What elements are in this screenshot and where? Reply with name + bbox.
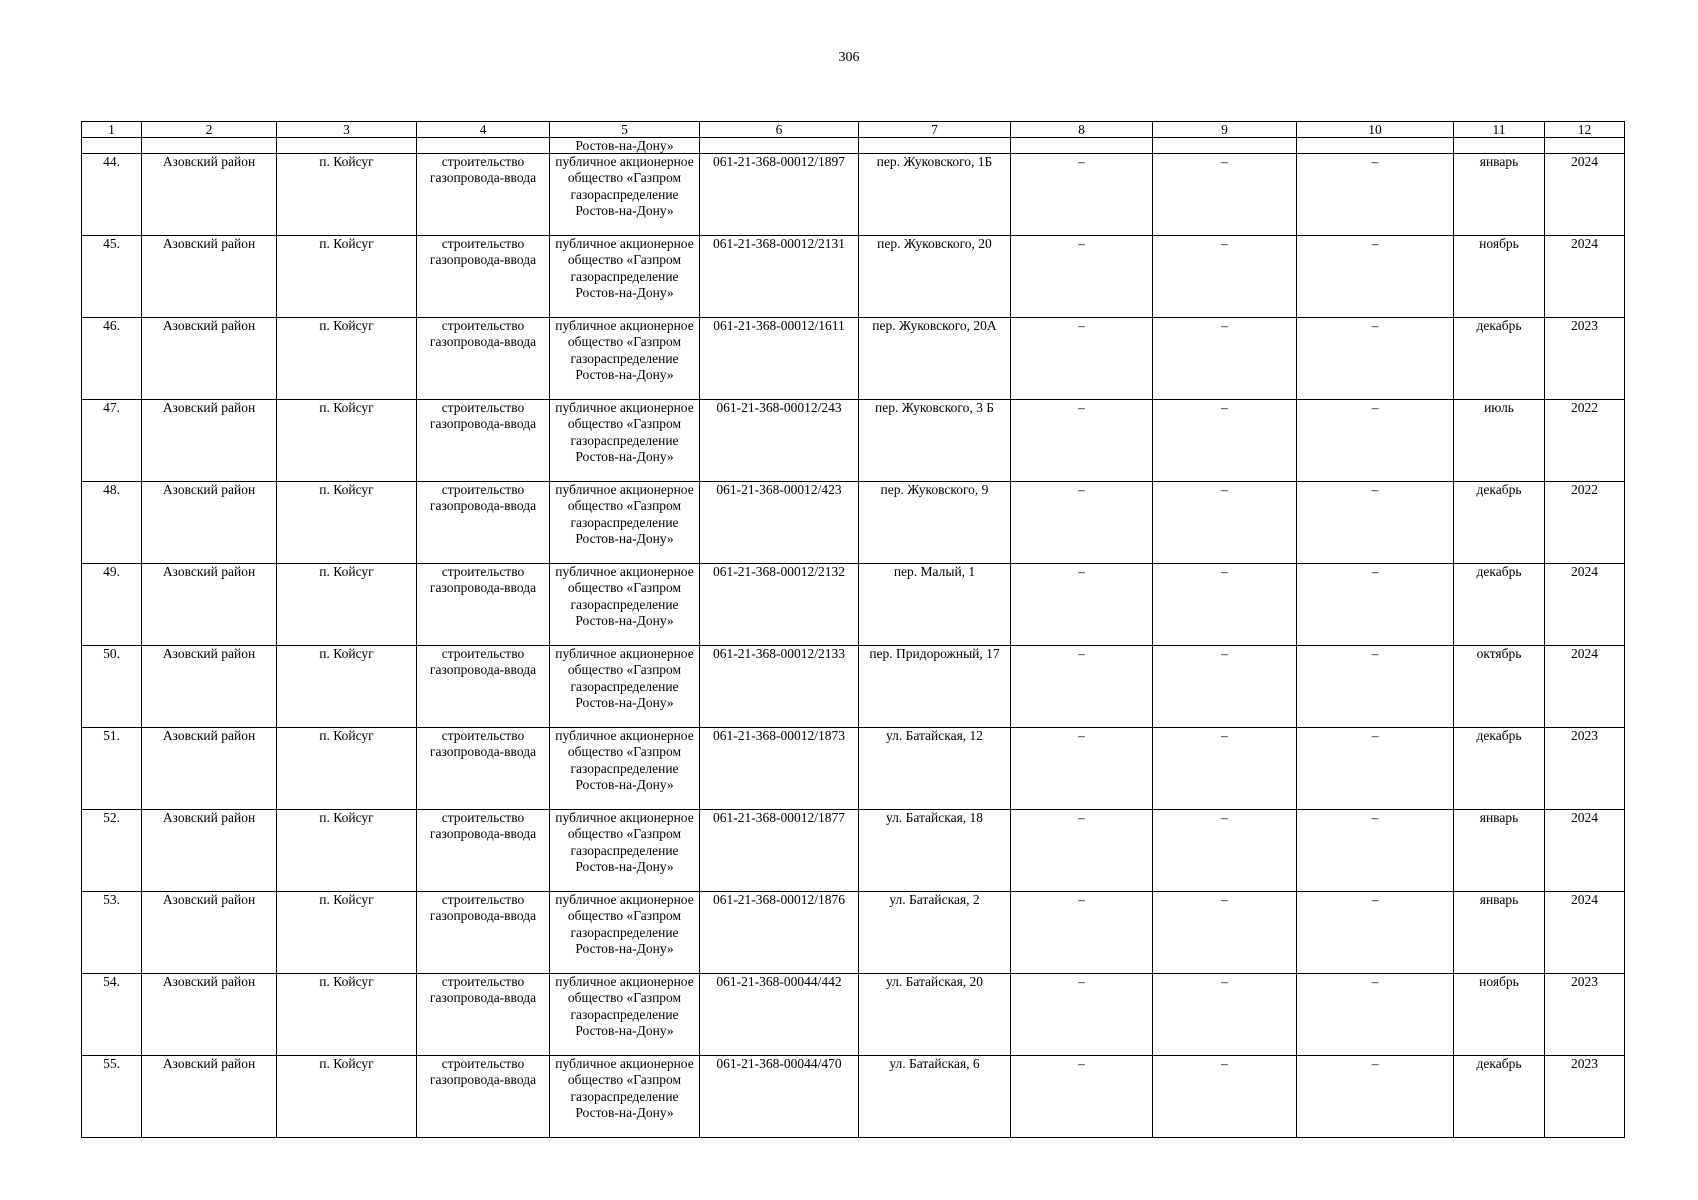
registry-code-cell: 061-21-368-00012/1876 <box>700 892 859 974</box>
table-row <box>82 564 1625 646</box>
row-number-cell: 48. <box>82 482 142 564</box>
district-cell: Азовский район <box>142 236 277 318</box>
column-10-cell: – <box>1297 318 1454 400</box>
column-9-cell: – <box>1153 400 1297 482</box>
table-cell <box>1011 138 1153 154</box>
column-8-cell: – <box>1011 400 1153 482</box>
work-type-cell: строительство газопровода-ввода <box>417 400 550 482</box>
table-body <box>82 122 1625 1138</box>
column-8-cell: – <box>1011 236 1153 318</box>
row-number-cell: 51. <box>82 728 142 810</box>
column-9-cell: – <box>1153 728 1297 810</box>
organization-cell: публичное акционерное общество «Газпром газораспределение Ростов-на-Дону» <box>550 646 700 728</box>
registry-code-cell: 061-21-368-00012/423 <box>700 482 859 564</box>
organization-cell: публичное акционерное общество «Газпром газораспределение Ростов-на-Дону» <box>550 154 700 236</box>
address-cell: пер. Жуковского, 1Б <box>859 154 1011 236</box>
column-9-cell: – <box>1153 236 1297 318</box>
year-cell: 2022 <box>1545 400 1625 482</box>
organization-cell: публичное акционерное общество «Газпром газораспределение Ростов-на-Дону» <box>550 892 700 974</box>
address-cell: пер. Жуковского, 20А <box>859 318 1011 400</box>
column-number-cell: 7 <box>859 122 1011 138</box>
organization-cell: публичное акционерное общество «Газпром газораспределение Ростов-на-Дону» <box>550 236 700 318</box>
settlement-cell: п. Койсуг <box>277 646 417 728</box>
registry-code-cell: 061-21-368-00012/2132 <box>700 564 859 646</box>
table-cell <box>82 138 142 154</box>
district-cell: Азовский район <box>142 318 277 400</box>
district-cell: Азовский район <box>142 564 277 646</box>
table-cell <box>1454 138 1545 154</box>
settlement-cell: п. Койсуг <box>277 564 417 646</box>
column-8-cell: – <box>1011 646 1153 728</box>
column-9-cell: – <box>1153 810 1297 892</box>
settlement-cell: п. Койсуг <box>277 236 417 318</box>
column-8-cell: – <box>1011 810 1153 892</box>
column-8-cell: – <box>1011 482 1153 564</box>
work-type-cell: строительство газопровода-ввода <box>417 564 550 646</box>
column-10-cell: – <box>1297 400 1454 482</box>
district-cell: Азовский район <box>142 892 277 974</box>
column-number-cell: 9 <box>1153 122 1297 138</box>
column-9-cell: – <box>1153 482 1297 564</box>
continuation-row <box>82 138 1625 154</box>
column-number-cell: 4 <box>417 122 550 138</box>
column-8-cell: – <box>1011 892 1153 974</box>
column-9-cell: – <box>1153 892 1297 974</box>
row-number-cell: 55. <box>82 1056 142 1138</box>
column-10-cell: – <box>1297 810 1454 892</box>
table-cell <box>700 138 859 154</box>
column-8-cell: – <box>1011 318 1153 400</box>
table-row <box>82 728 1625 810</box>
year-cell: 2024 <box>1545 646 1625 728</box>
column-10-cell: – <box>1297 728 1454 810</box>
district-cell: Азовский район <box>142 646 277 728</box>
column-8-cell: – <box>1011 728 1153 810</box>
column-9-cell: – <box>1153 646 1297 728</box>
row-number-cell: 53. <box>82 892 142 974</box>
column-number-cell: 12 <box>1545 122 1625 138</box>
column-9-cell: – <box>1153 974 1297 1056</box>
organization-cell: публичное акционерное общество «Газпром газораспределение Ростов-на-Дону» <box>550 974 700 1056</box>
column-number-cell: 5 <box>550 122 700 138</box>
table-row <box>82 482 1625 564</box>
address-cell: пер. Жуковского, 3 Б <box>859 400 1011 482</box>
year-cell: 2024 <box>1545 236 1625 318</box>
column-10-cell: – <box>1297 482 1454 564</box>
table-cell <box>1297 138 1454 154</box>
month-cell: июль <box>1454 400 1545 482</box>
column-9-cell: – <box>1153 154 1297 236</box>
district-cell: Азовский район <box>142 154 277 236</box>
column-10-cell: – <box>1297 154 1454 236</box>
column-9-cell: – <box>1153 318 1297 400</box>
table-row <box>82 892 1625 974</box>
registry-code-cell: 061-21-368-00044/470 <box>700 1056 859 1138</box>
month-cell: декабрь <box>1454 1056 1545 1138</box>
work-type-cell: строительство газопровода-ввода <box>417 236 550 318</box>
year-cell: 2023 <box>1545 728 1625 810</box>
table-cell <box>417 138 550 154</box>
work-type-cell: строительство газопровода-ввода <box>417 154 550 236</box>
organization-cell: публичное акционерное общество «Газпром газораспределение Ростов-на-Дону» <box>550 564 700 646</box>
row-number-cell: 44. <box>82 154 142 236</box>
row-number-cell: 52. <box>82 810 142 892</box>
address-cell: пер. Жуковского, 9 <box>859 482 1011 564</box>
address-cell: ул. Батайская, 12 <box>859 728 1011 810</box>
table-row <box>82 400 1625 482</box>
month-cell: ноябрь <box>1454 236 1545 318</box>
settlement-cell: п. Койсуг <box>277 1056 417 1138</box>
column-number-row <box>82 122 1625 138</box>
table-cell <box>277 138 417 154</box>
data-table <box>81 121 1625 1138</box>
work-type-cell: строительство газопровода-ввода <box>417 646 550 728</box>
registry-code-cell: 061-21-368-00012/1877 <box>700 810 859 892</box>
column-10-cell: – <box>1297 892 1454 974</box>
month-cell: декабрь <box>1454 728 1545 810</box>
month-cell: январь <box>1454 892 1545 974</box>
address-cell: пер. Придорожный, 17 <box>859 646 1011 728</box>
year-cell: 2024 <box>1545 810 1625 892</box>
registry-code-cell: 061-21-368-00044/442 <box>700 974 859 1056</box>
settlement-cell: п. Койсуг <box>277 482 417 564</box>
year-cell: 2023 <box>1545 974 1625 1056</box>
registry-code-cell: 061-21-368-00012/1897 <box>700 154 859 236</box>
address-cell: ул. Батайская, 2 <box>859 892 1011 974</box>
settlement-cell: п. Койсуг <box>277 318 417 400</box>
table-row <box>82 1056 1625 1138</box>
year-cell: 2024 <box>1545 564 1625 646</box>
column-9-cell: – <box>1153 1056 1297 1138</box>
settlement-cell: п. Койсуг <box>277 810 417 892</box>
month-cell: декабрь <box>1454 564 1545 646</box>
table-cell <box>1153 138 1297 154</box>
address-cell: ул. Батайская, 6 <box>859 1056 1011 1138</box>
table-cell <box>859 138 1011 154</box>
district-cell: Азовский район <box>142 728 277 810</box>
organization-cell: публичное акционерное общество «Газпром газораспределение Ростов-на-Дону» <box>550 400 700 482</box>
row-number-cell: 49. <box>82 564 142 646</box>
address-cell: пер. Жуковского, 20 <box>859 236 1011 318</box>
column-8-cell: – <box>1011 1056 1153 1138</box>
row-number-cell: 46. <box>82 318 142 400</box>
column-9-cell: – <box>1153 564 1297 646</box>
year-cell: 2023 <box>1545 1056 1625 1138</box>
district-cell: Азовский район <box>142 482 277 564</box>
organization-cell: публичное акционерное общество «Газпром газораспределение Ростов-на-Дону» <box>550 1056 700 1138</box>
row-number-cell: 47. <box>82 400 142 482</box>
district-cell: Азовский район <box>142 810 277 892</box>
settlement-cell: п. Койсуг <box>277 892 417 974</box>
settlement-cell: п. Койсуг <box>277 154 417 236</box>
organization-cell: публичное акционерное общество «Газпром газораспределение Ростов-на-Дону» <box>550 482 700 564</box>
month-cell: январь <box>1454 810 1545 892</box>
address-cell: пер. Малый, 1 <box>859 564 1011 646</box>
registry-code-cell: 061-21-368-00012/2133 <box>700 646 859 728</box>
row-number-cell: 54. <box>82 974 142 1056</box>
column-10-cell: – <box>1297 564 1454 646</box>
column-10-cell: – <box>1297 646 1454 728</box>
table-row <box>82 810 1625 892</box>
settlement-cell: п. Койсуг <box>277 400 417 482</box>
table-row <box>82 236 1625 318</box>
registry-code-cell: 061-21-368-00012/1611 <box>700 318 859 400</box>
registry-code-cell: 061-21-368-00012/1873 <box>700 728 859 810</box>
work-type-cell: строительство газопровода-ввода <box>417 974 550 1056</box>
month-cell: ноябрь <box>1454 974 1545 1056</box>
column-number-cell: 11 <box>1454 122 1545 138</box>
column-8-cell: – <box>1011 974 1153 1056</box>
table-row <box>82 318 1625 400</box>
column-number-cell: 8 <box>1011 122 1153 138</box>
column-8-cell: – <box>1011 564 1153 646</box>
year-cell: 2024 <box>1545 154 1625 236</box>
month-cell: декабрь <box>1454 482 1545 564</box>
month-cell: октябрь <box>1454 646 1545 728</box>
continued-org-cell: Ростов-на-Дону» <box>550 138 700 154</box>
district-cell: Азовский район <box>142 1056 277 1138</box>
year-cell: 2024 <box>1545 892 1625 974</box>
registry-code-cell: 061-21-368-00012/243 <box>700 400 859 482</box>
column-number-cell: 3 <box>277 122 417 138</box>
column-number-cell: 1 <box>82 122 142 138</box>
organization-cell: публичное акционерное общество «Газпром газораспределение Ростов-на-Дону» <box>550 810 700 892</box>
column-number-cell: 6 <box>700 122 859 138</box>
row-number-cell: 45. <box>82 236 142 318</box>
table-row <box>82 646 1625 728</box>
column-10-cell: – <box>1297 1056 1454 1138</box>
registry-code-cell: 061-21-368-00012/2131 <box>700 236 859 318</box>
work-type-cell: строительство газопровода-ввода <box>417 318 550 400</box>
organization-cell: публичное акционерное общество «Газпром газораспределение Ростов-на-Дону» <box>550 318 700 400</box>
table-cell <box>142 138 277 154</box>
work-type-cell: строительство газопровода-ввода <box>417 1056 550 1138</box>
column-8-cell: – <box>1011 154 1153 236</box>
settlement-cell: п. Койсуг <box>277 974 417 1056</box>
month-cell: декабрь <box>1454 318 1545 400</box>
address-cell: ул. Батайская, 20 <box>859 974 1011 1056</box>
table-row <box>82 974 1625 1056</box>
year-cell: 2022 <box>1545 482 1625 564</box>
address-cell: ул. Батайская, 18 <box>859 810 1011 892</box>
column-number-cell: 2 <box>142 122 277 138</box>
work-type-cell: строительство газопровода-ввода <box>417 482 550 564</box>
year-cell: 2023 <box>1545 318 1625 400</box>
column-10-cell: – <box>1297 974 1454 1056</box>
column-10-cell: – <box>1297 236 1454 318</box>
page-number: 306 <box>838 50 860 65</box>
column-number-cell: 10 <box>1297 122 1454 138</box>
district-cell: Азовский район <box>142 400 277 482</box>
organization-cell: публичное акционерное общество «Газпром газораспределение Ростов-на-Дону» <box>550 728 700 810</box>
month-cell: январь <box>1454 154 1545 236</box>
district-cell: Азовский район <box>142 974 277 1056</box>
work-type-cell: строительство газопровода-ввода <box>417 728 550 810</box>
work-type-cell: строительство газопровода-ввода <box>417 892 550 974</box>
table-row <box>82 154 1625 236</box>
settlement-cell: п. Койсуг <box>277 728 417 810</box>
table-cell <box>1545 138 1625 154</box>
row-number-cell: 50. <box>82 646 142 728</box>
work-type-cell: строительство газопровода-ввода <box>417 810 550 892</box>
